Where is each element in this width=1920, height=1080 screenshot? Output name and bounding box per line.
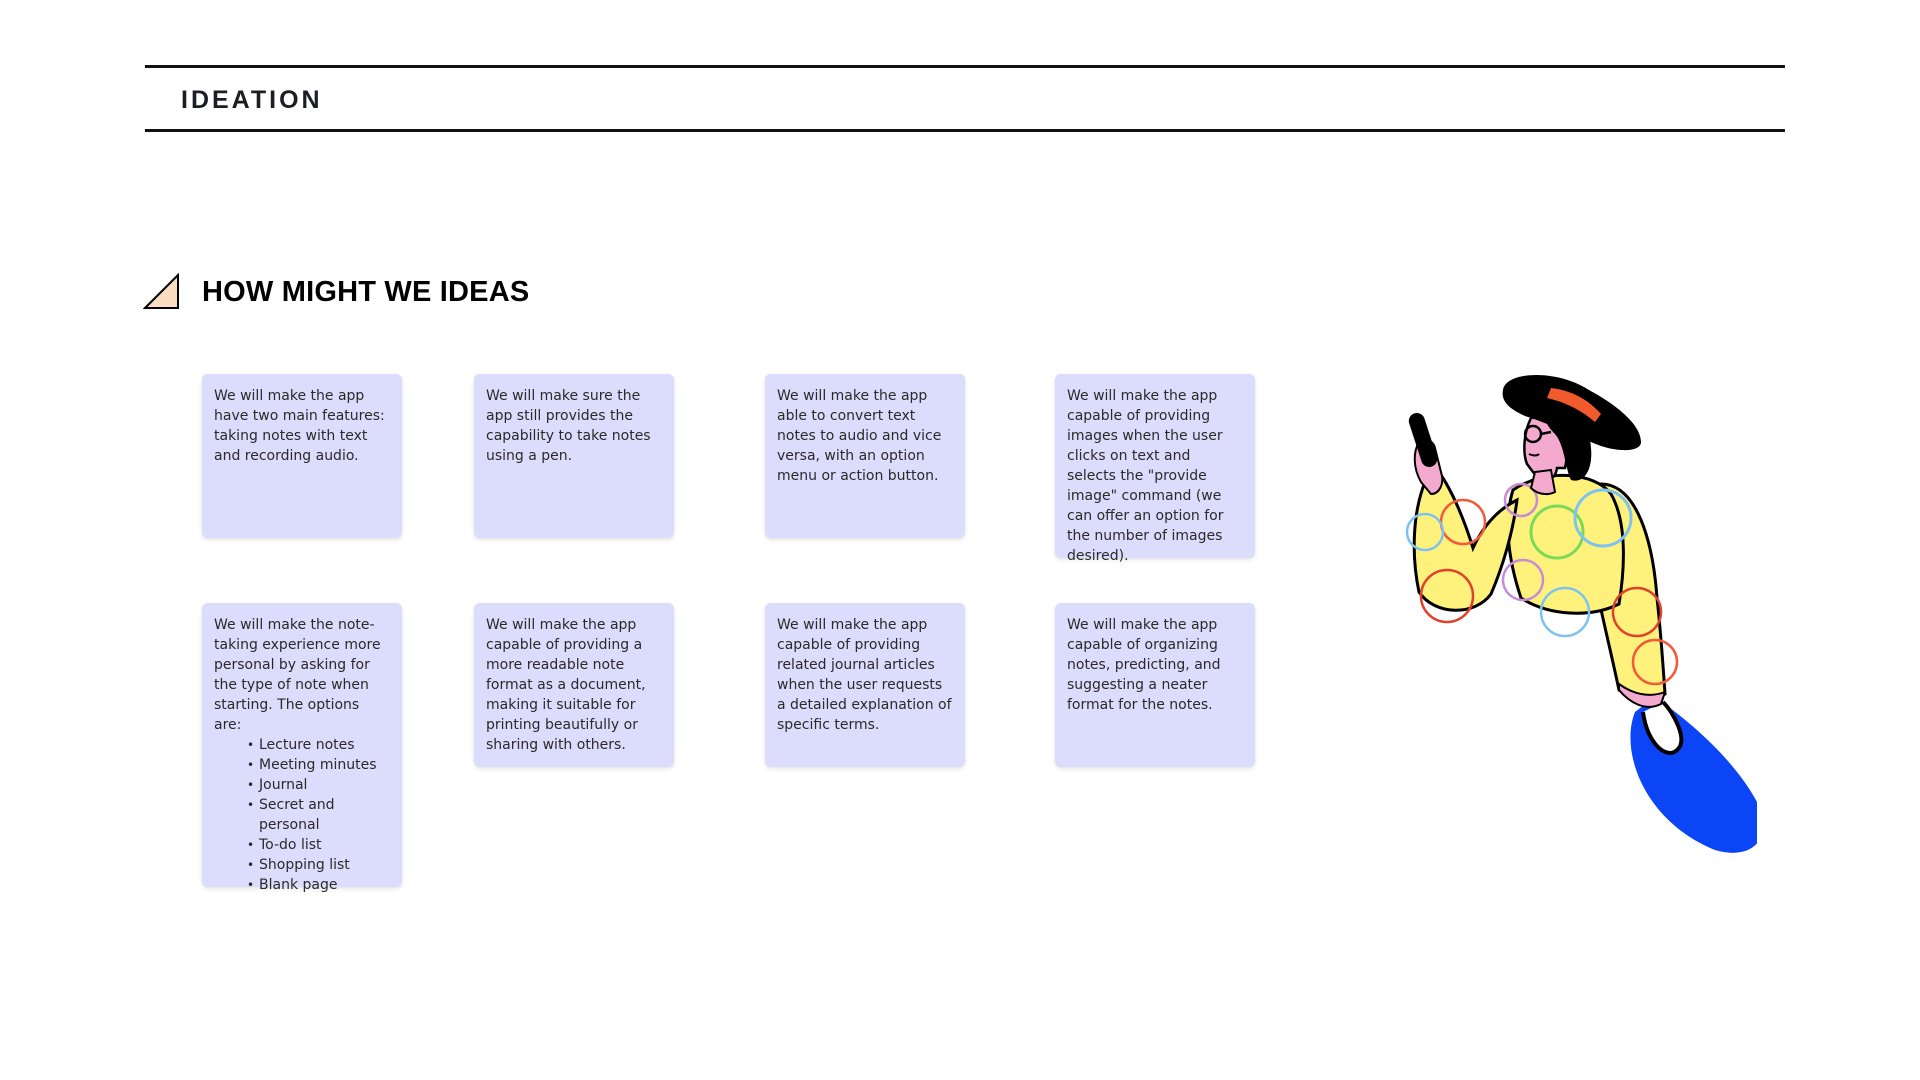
idea-note-3[interactable] [765,374,965,538]
idea-note-text: We will make the app capable of providing a more readable note format as a document, making it suitable for printing beautifully or sharing with others. [486,617,646,753]
idea-note-text: We will make the note-taking experience more personal by asking for the type of note when starting. The options are: [214,617,381,733]
idea-note-1[interactable] [202,374,402,538]
list-item: • Lecture notes [259,735,390,755]
idea-note-7[interactable] [765,603,965,767]
idea-note-text: We will make the app capable of organizing notes, predicting, and suggesting a neater format for the notes. [1067,617,1221,713]
idea-note-text: We will make the app capable of providing related journal articles when the user requests a detailed explanation of specific terms. [777,617,952,733]
idea-note-text: We will make the app have two main features: taking notes with text and recording audio. [214,388,385,464]
list-item: • Blank page [259,875,390,895]
idea-note-text: We will make sure the app still provides the capability to take notes using a pen. [486,388,651,464]
header-top-rule [145,65,1785,68]
idea-note-2[interactable] [474,374,674,538]
list-item: • To-do list [259,835,390,855]
idea-note-6[interactable] [474,603,674,767]
header-bottom-rule [145,129,1785,132]
idea-note-text: We will make the app able to convert text notes to audio and vice versa, with an option menu or action button. [777,388,942,484]
list-item: • Journal [259,775,390,795]
idea-note-5[interactable] [202,603,402,893]
section-title: HOW MIGHT WE IDEAS [202,275,530,308]
page-title: IDEATION [181,86,323,114]
idea-note-8[interactable] [1055,603,1255,767]
woman-with-phone-illustration [1405,372,1757,864]
idea-note-text: We will make the app capable of providing images when the user clicks on text and selects the "provide image" command (we can offer an option for the number of images desired). [1067,388,1224,564]
idea-note-4[interactable] [1055,374,1255,564]
note-type-list [214,735,390,895]
triangle-ruler-icon [143,273,181,311]
list-item: • Secret and personal [259,795,390,835]
list-item: • Shopping list [259,855,390,875]
section-heading [143,272,529,312]
list-item: • Meeting minutes [259,755,390,775]
